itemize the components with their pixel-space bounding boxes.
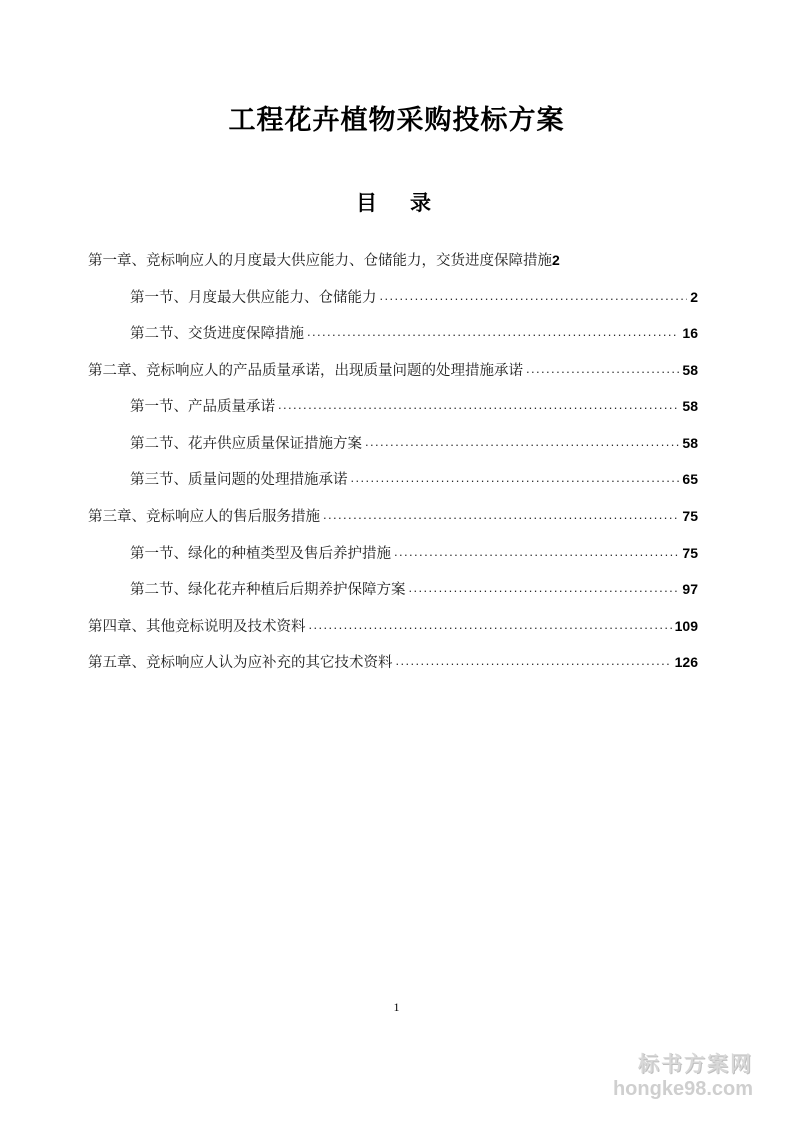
toc-entry-label: 第三章、竞标响应人的售后服务措施 [88,508,320,525]
toc-entry[interactable] [88,470,698,491]
toc-leader-dots [409,579,680,597]
toc-entry-label: 第三节、质量问题的处理措施承诺 [130,472,348,489]
toc-entry-page: 75 [682,507,698,524]
toc-entry-label: 第五章、竞标响应人认为应补充的其它技术资料 [88,655,393,672]
toc-entry-page: 109 [674,617,698,634]
toc-leader-dots [526,360,679,378]
toc-leader-dots [351,469,680,487]
toc-entry[interactable] [88,580,698,601]
toc-entry-page: 65 [682,471,698,488]
toc-leader-dots [278,396,679,414]
watermark [613,1053,753,1100]
toc-entry[interactable] [88,288,698,309]
toc-entry[interactable] [88,324,698,345]
toc-entry[interactable] [88,397,698,418]
toc-entry-page: 58 [682,398,698,415]
page-title: 工程花卉植物采购投标方案 [228,105,565,135]
toc-heading: 目 录 [356,192,437,215]
toc-entry-label: 第一章、竞标响应人的月度最大供应能力、仓储能力，交货进度保障措施 [88,253,552,269]
toc-leader-dots [380,287,688,305]
toc-entry-label: 第二节、绿化花卉种植后后期养护保障方案 [130,582,406,599]
toc-entry-label: 第一节、绿化的种植类型及售后养护措施 [130,545,391,562]
toc-entry-page: 58 [682,361,698,378]
toc-entry-page: 2 [690,288,698,305]
toc-leader-dots [307,323,679,341]
toc-entry-page: 2 [552,252,560,268]
watermark-chinese: 标书方案网 [638,1052,753,1076]
toc-entry-page: 126 [674,654,698,671]
toc-entry-label: 第二章、竞标响应人的产品质量承诺，出现质量问题的处理措施承诺 [88,362,523,379]
toc-leader-dots [365,433,679,451]
toc-entry-page: 75 [682,544,698,561]
toc-entry-label: 第二节、花卉供应质量保证措施方案 [130,435,362,452]
toc-leader-dots [396,652,672,670]
toc-entry-label: 第四章、其他竞标说明及技术资料 [88,618,306,635]
toc-leader-dots [309,616,672,634]
toc-entry-label: 第一节、产品质量承诺 [130,399,275,416]
toc-entry[interactable] [88,544,698,565]
toc-entry-page: 16 [682,325,698,342]
watermark-english: hongke98.com [612,1078,753,1100]
footer-page-number: 1 [393,1000,400,1014]
toc-entry[interactable] [88,361,698,382]
toc-entry[interactable] [88,251,698,272]
table-of-contents [0,251,793,674]
toc-leader-dots [323,506,679,524]
toc-entry-label: 第一节、月度最大供应能力、仓储能力 [130,289,377,306]
toc-entry-page: 58 [682,434,698,451]
toc-entry-page: 97 [682,581,698,598]
toc-entry[interactable] [88,653,698,674]
toc-entry[interactable] [88,507,698,528]
toc-entry-label: 第二节、交货进度保障措施 [130,326,304,343]
toc-leader-dots [394,543,679,561]
toc-entry[interactable] [88,434,698,455]
toc-entry[interactable] [88,617,698,638]
